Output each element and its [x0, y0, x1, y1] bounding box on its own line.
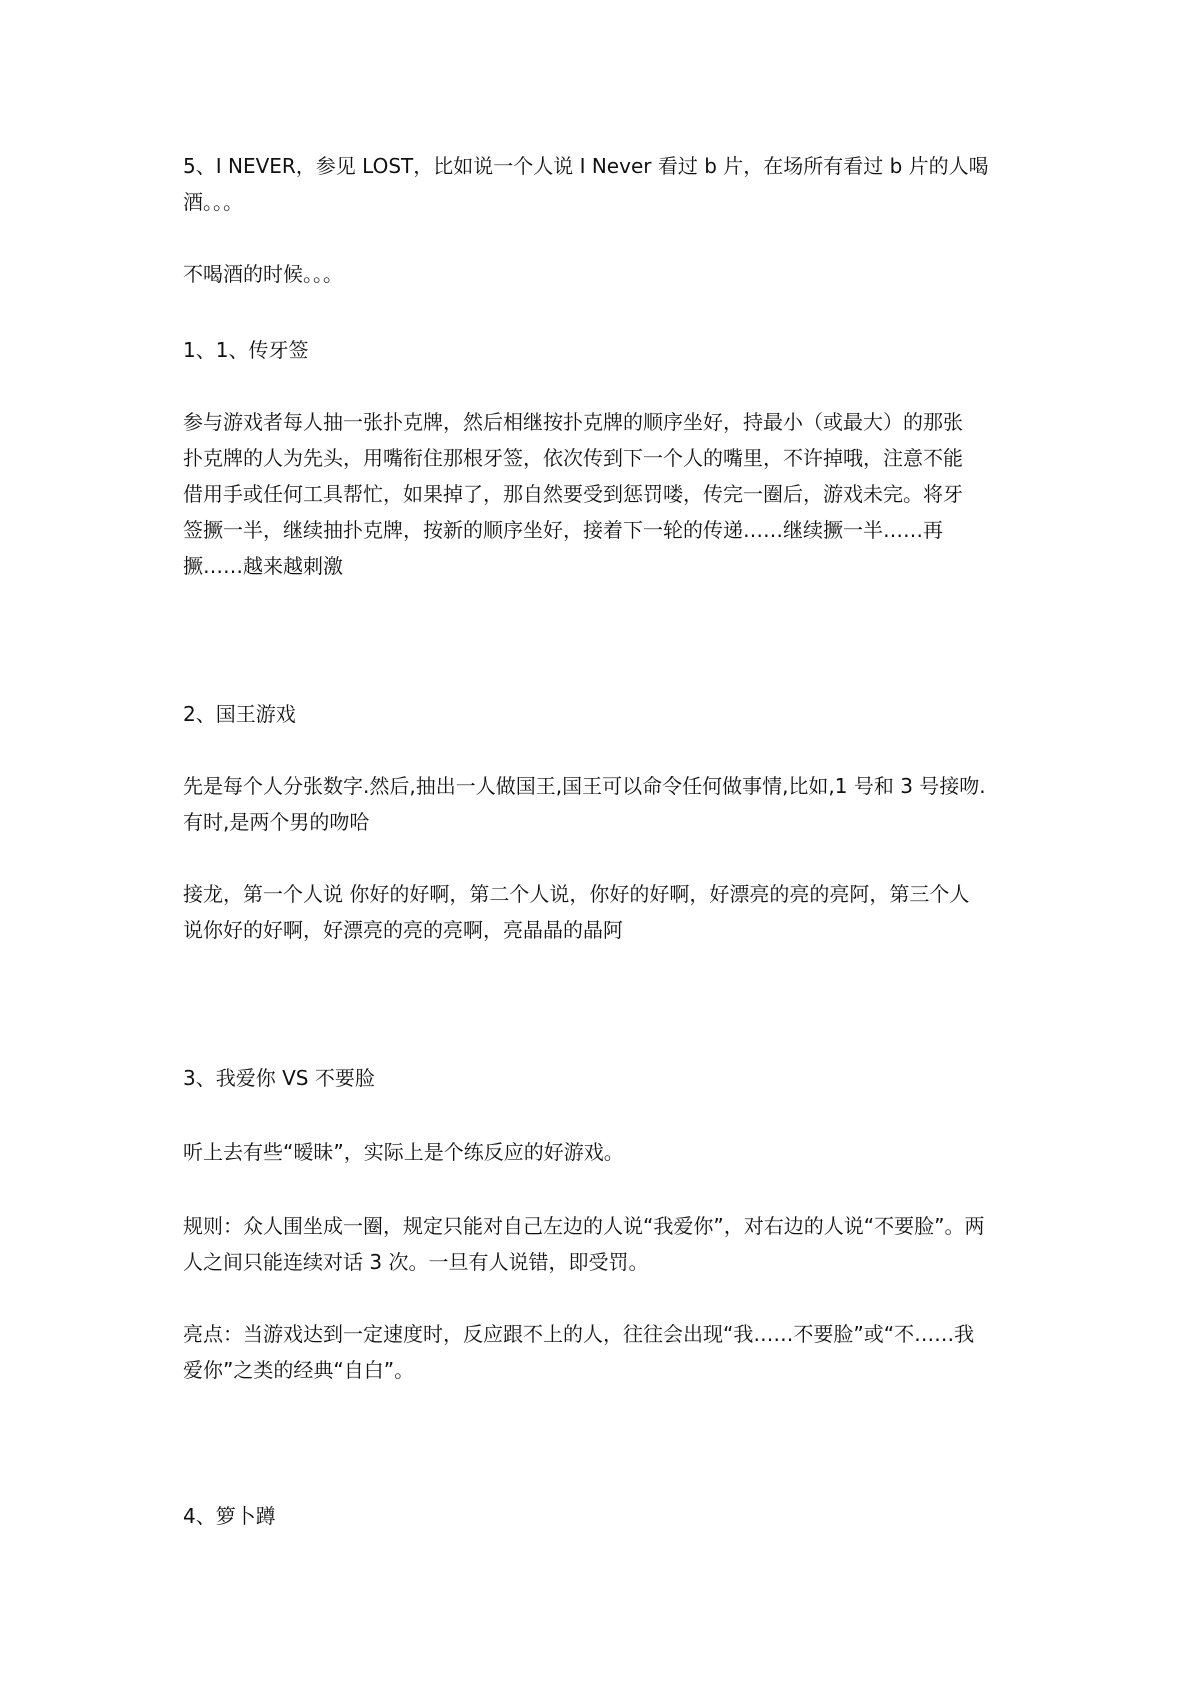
- paragraph-word-chain: [183, 876, 1028, 948]
- section-heading: 2、国王游戏: [183, 702, 296, 726]
- paragraph-king-game-rules: [183, 768, 1028, 840]
- text-line: 爱你”之类的经典“自白”。: [183, 1358, 415, 1382]
- heading-love-vs-shameless: [183, 1060, 1028, 1096]
- text-line: 撅……越来越刺激: [183, 554, 343, 578]
- text-line: 先是每个人分张数字.然后,抽出一人做国王,国王可以命令任何做事情,比如,1 号和 3 号接吻.: [183, 774, 986, 798]
- text-line: 人之间只能连续对话 3 次。一旦有人说错，即受罚。: [183, 1250, 649, 1274]
- section-heading: 1、1、传牙签: [183, 338, 309, 362]
- heading-king-game: [183, 696, 1028, 732]
- text-line: 规则：众人围坐成一圈，规定只能对自己左边的人说“我爱你”，对右边的人说“不要脸”。两: [183, 1214, 985, 1238]
- text-line: 不喝酒的时候。。。: [183, 262, 343, 286]
- section-heading: 3、我爱你 VS 不要脸: [183, 1066, 375, 1090]
- heading-radish-squat: [183, 1498, 1028, 1534]
- text-line: 听上去有些“暧昧”，实际上是个练反应的好游戏。: [183, 1140, 624, 1164]
- text-line: 亮点：当游戏达到一定速度时，反应跟不上的人，往往会出现“我……不要脸”或“不……我: [183, 1322, 975, 1346]
- text-line: 扑克牌的人为先头，用嘴衔住那根牙签，依次传到下一个人的嘴里，不许掉哦，注意不能: [183, 446, 963, 470]
- text-line: 参与游戏者每人抽一张扑克牌，然后相继按扑克牌的顺序坐好，持最小（或最大）的那张: [183, 410, 963, 434]
- text-line: 接龙，第一个人说 你好的好啊，第二个人说，你好的好啊，好漂亮的亮的亮阿，第三个人: [183, 882, 970, 906]
- text-line: 有时,是两个男的吻哈: [183, 810, 370, 834]
- paragraph-love-rules: [183, 1208, 1028, 1280]
- paragraph-no-drinking: [183, 256, 1028, 292]
- text-line: 酒。。。: [183, 190, 243, 214]
- paragraph-love-highlight: [183, 1316, 1028, 1388]
- text-line: 说你好的好啊，好漂亮的亮的亮啊，亮晶晶的晶阿: [183, 918, 623, 942]
- text-line: 签撅一半，继续抽扑克牌，按新的顺序坐好，接着下一轮的传递……继续撅一半……再: [183, 518, 943, 542]
- paragraph-love-intro: [183, 1134, 1028, 1170]
- paragraph-toothpick-rules: [183, 404, 1028, 584]
- section-heading: 4、箩卜蹲: [183, 1504, 276, 1528]
- text-line: 5、I NEVER，参见 LOST，比如说一个人说 I Never 看过 b 片，在场所有看过 b 片的人喝: [183, 154, 989, 178]
- heading-toothpick: [183, 332, 1028, 368]
- text-line: 借用手或任何工具帮忙，如果掉了，那自然要受到惩罚喽，传完一圈后，游戏未完。将牙: [183, 482, 963, 506]
- paragraph-i-never: [183, 148, 1028, 220]
